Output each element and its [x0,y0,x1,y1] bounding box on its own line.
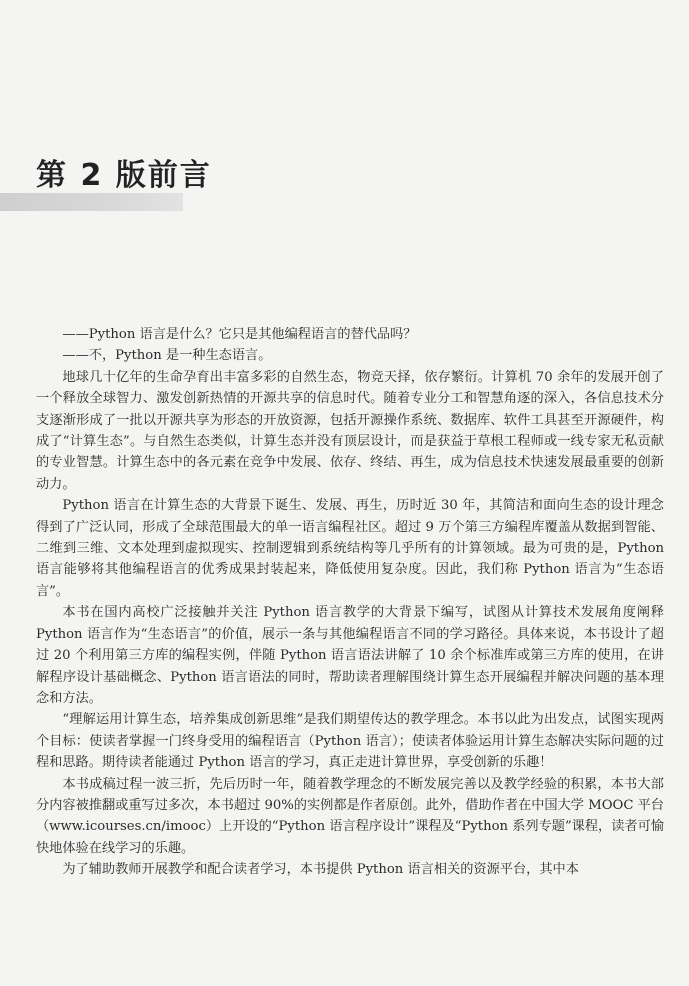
title-underline-bar [0,193,183,211]
paragraph-answer: ——不，Python 是一种生态语言。 [62,348,272,364]
paragraph-book-purpose: 本书在国内高校广泛接触并关注 Python 语言教学的大背景下编写，试图从计算技术发展角度阐释 Python 语言作为“生态语言”的价值，展示一条与其他编程语言不同的学习路径。具体来说，本书设计了超过 20 个利用第三方库的编程实例，伴随 Python 语言语法讲解了 10 余个标准库或第三方库的使用，在讲解程序设计基础概念、Python 语言语法的同时，帮助读者理解围绕计算生态开展编程并解决问题的基本理念和方法。 [36,605,664,706]
paragraph-python-language: Python 语言在计算生态的大背景下诞生、发展、再生，历时近 30 年，其简洁和面向生态的设计理念得到了广泛认同，形成了全球范围最大的单一语言编程社区。超过 9 万个第三方编程库覆盖从数据到智能、二维到三维、文本处理到虚拟现实、控制逻辑到系统结构等几乎所有的计算领域。最为可贵的是，Python 语言能够将其他编程语言的优秀成果封装起来，降低使用复杂度。因此，我们称 Python 语言为“生态语言”。 [36,498,664,599]
paragraph-resources: 为了辅助教师开展教学和配合读者学习，本书提供 Python 语言相关的资源平台，其中本 [62,862,579,878]
page-title: 第 2 版前言 [36,158,212,193]
paragraph-writing-process: 本书成稿过程一波三折，先后历时一年，随着教学理念的不断发展完善以及教学经验的积累，本书大部分内容被推翻或重写过多次，本书超过 90%的实例都是作者原创。此外，借助作者在中国大学 MOOC 平台（www.icourses.cn/imooc）上开设的“Python 语言程序设计”课程及“Python 系列专题”课程，读者可愉快地体验在线学习的乐趣。 [36,776,664,856]
paragraph-question: ——Python 语言是什么？它只是其他编程语言的替代品吗？ [62,327,417,342]
preface-body [36,324,664,881]
paragraph-ecosystem: 地球几十亿年的生命孕育出丰富多彩的自然生态，物竞天择，依存繁衍。计算机 70 余年的发展开创了一个释放全球智力、激发创新热情的开源共享的信息时代。随着专业分工和智慧角逐的深入，各信息技术分支逐渐形成了一批以开源共享为形态的开放资源，包括开源操作系统、数据库、软件工具甚至开源硬件，构成了“计算生态”。与自然生态类似，计算生态并没有顶层设计，而是获益于草根工程师或一线专家无私贡献的专业智慧。计算生态中的各元素在竞争中发展、依存、终结、再生，成为信息技术快速发展最重要的创新动力。 [36,369,664,492]
paragraph-teaching-idea: “理解运用计算生态，培养集成创新思维”是我们期望传达的教学理念。本书以此为出发点，试图实现两个目标：使读者掌握一门终身受用的编程语言（Python 语言）；使读者体验运用计算生态解决实际问题的过程和思路。期待读者能通过 Python 语言的学习，真正走进计算世界，享受创新的乐趣！ [36,712,664,771]
